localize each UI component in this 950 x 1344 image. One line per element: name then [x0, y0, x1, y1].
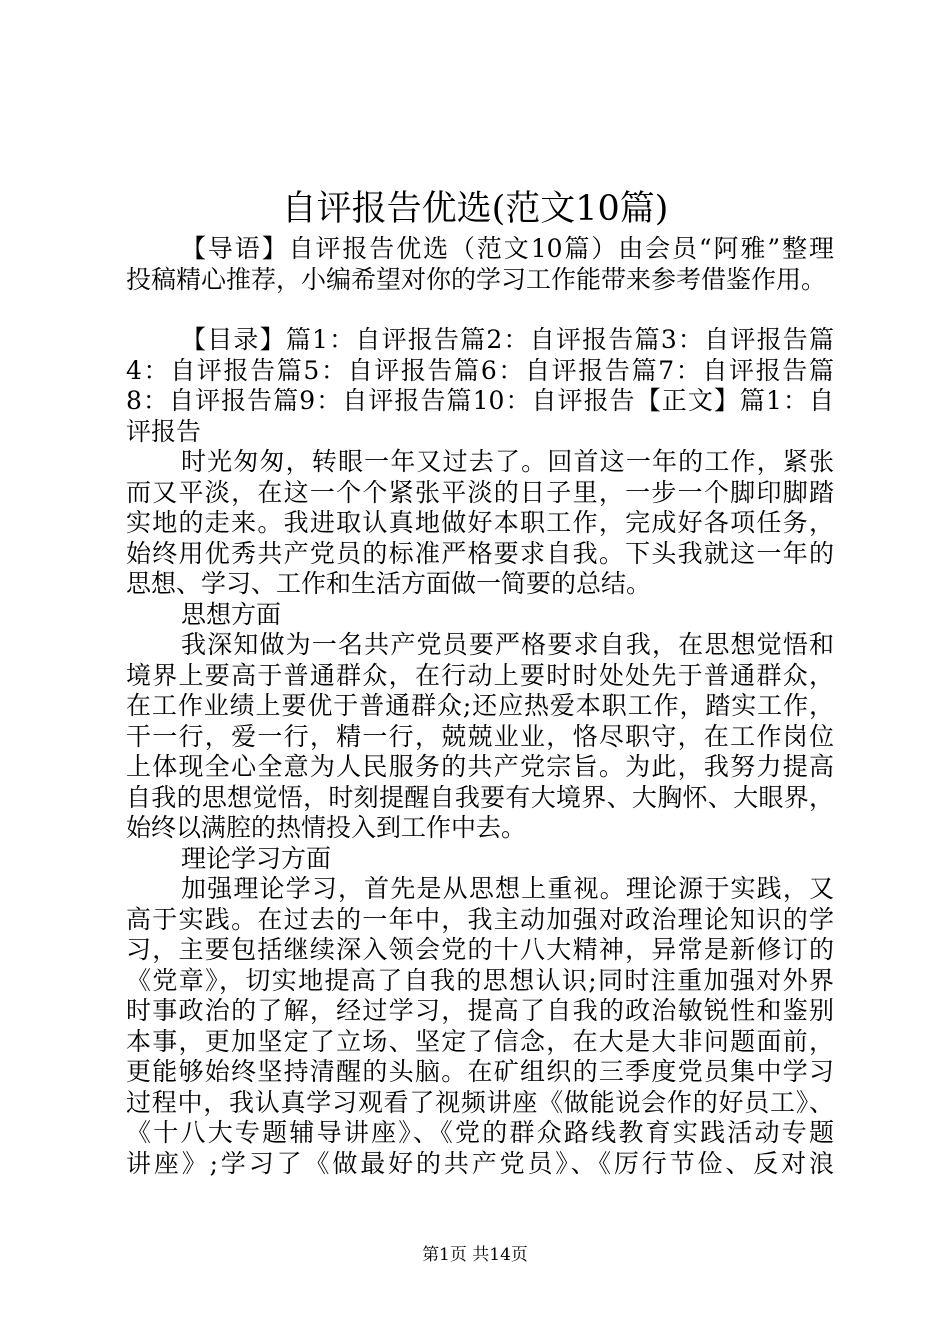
text-line: 加强理论学习，首先是从思想上重视。理论源于实践，又: [181, 874, 834, 903]
text-line: 【导语】自评报告优选（范文10篇）由会员“阿雅”整理: [181, 234, 834, 263]
text-line: 8：自评报告篇9：自评报告篇10：自评报告【正文】篇1：自: [126, 386, 834, 415]
text-line: 《十八大专题辅导讲座》、《党的群众路线教育实践活动专题: [126, 1118, 834, 1147]
text-line: 干一行，爱一行，精一行，兢兢业业，恪尽职守，在工作岗位: [126, 721, 834, 751]
text-line: 评报告: [126, 416, 202, 446]
toc-paragraph: [126, 325, 834, 447]
text-line: 《党章》，切实地提高了自我的思想认识;同时注重加强对外界: [126, 965, 834, 995]
section-heading: 思想方面: [181, 599, 282, 629]
text-line: 而又平淡，在这一个个紧张平淡的日子里，一步一个脚印脚踏: [126, 477, 834, 507]
text-line: 始终以满腔的热情投入到工作中去。: [126, 813, 527, 842]
body-paragraph-3: [126, 874, 834, 1179]
text-line: 我深知做为一名共产党员要严格要求自我，在思想觉悟和: [181, 630, 834, 659]
text-line: 【目录】篇1：自评报告篇2：自评报告篇3：自评报告篇: [181, 325, 834, 354]
text-line: 更能够始终坚持清醒的头脑。在矿组织的三季度党员集中学习: [126, 1057, 834, 1086]
text-line: 在工作业绩上要优于普通群众;还应热爱本职工作，踏实工作，: [126, 691, 834, 720]
text-line: 高于实践。在过去的一年中，我主动加强对政治理论知识的学: [126, 904, 834, 934]
text-line: 实地的走来。我进取认真地做好本职工作，完成好各项任务，: [126, 508, 834, 537]
text-line: 讲座》;学习了《做最好的共产党员》、《厉行节俭、反对浪: [126, 1148, 834, 1178]
text-line: 4：自评报告篇5：自评报告篇6：自评报告篇7：自评报告篇: [126, 355, 834, 385]
intro-paragraph: [126, 234, 834, 295]
document-body: [126, 234, 834, 1179]
text-line: 本事，更加坚定了立场、坚定了信念，在大是大非问题面前，: [126, 1026, 834, 1056]
text-line: 自我的思想觉悟，时刻提醒自我要有大境界、大胸怀、大眼界，: [126, 782, 834, 812]
body-paragraph-2: [126, 630, 834, 844]
text-line: 投稿精心推荐，小编希望对你的学习工作能带来参考借鉴作用。: [126, 264, 827, 294]
text-line: 时事政治的了解，经过学习，提高了自我的政治敏锐性和鉴别: [126, 996, 834, 1025]
paragraph-gap: [126, 295, 834, 325]
page-title: 自评报告优选(范文10篇): [281, 189, 669, 229]
text-line: 境界上要高于普通群众，在行动上要时时处处先于普通群众，: [126, 660, 834, 690]
section-heading: 理论学习方面: [181, 843, 332, 873]
text-line: 思想、学习、工作和生活方面做一简要的总结。: [126, 569, 652, 598]
text-line: 始终用优秀共产党员的标准严格要求自我。下头我就这一年的: [126, 538, 834, 568]
text-line: 上体现全心全意为人民服务的共产党宗旨。为此，我努力提高: [126, 752, 834, 781]
text-line: 时光匆匆，转眼一年又过去了。回首这一年的工作，紧张: [181, 447, 834, 476]
text-line: 习，主要包括继续深入领会党的十八大精神，异常是新修订的: [126, 935, 834, 964]
page-footer: 第1页 共14页: [422, 1245, 528, 1265]
text-line: 过程中，我认真学习观看了视频讲座《做能说会作的好员工》、: [126, 1087, 834, 1117]
body-paragraph-1: [126, 447, 834, 600]
